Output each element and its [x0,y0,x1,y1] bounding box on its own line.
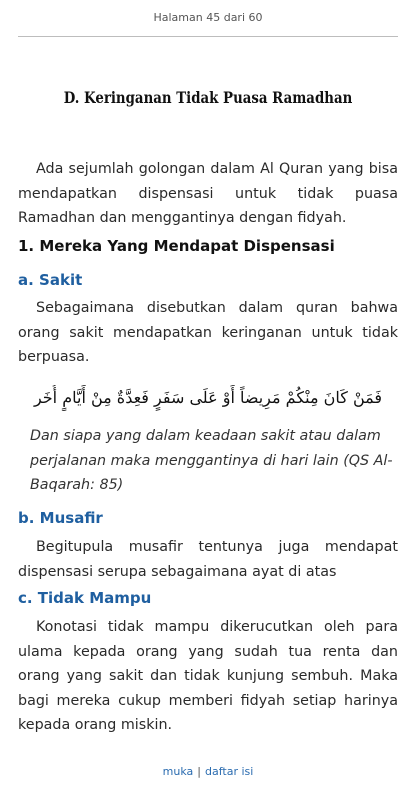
intro-paragraph: Ada sejumlah golongan dalam Al Quran yang bisa mendapatkan dispensasi untuk tidak puasa Ramadhan dan menggantinya dengan fidyah. [18,161,398,226]
page-number-label: Halaman 45 dari 60 [153,11,263,24]
subheading-musafir: b. Musafir [18,509,103,527]
musafir-paragraph: Begitupula musafir tentunya juga mendapat dispensasi serupa sebagaimana ayat di atas [18,539,398,580]
footer-nav [0,764,416,780]
table-of-contents-link[interactable]: daftar isi [205,765,254,778]
quran-verse-translation: Dan siapa yang dalam keadaan sakit atau dalam perjalanan maka menggantinya di hari lain (QS Al-Baqarah: 85) [30,428,393,493]
subheading-tidak-mampu: c. Tidak Mampu [18,589,152,607]
quran-verse-arabic: فَمَنْ كَانَ مِنْكُمْ مَرِيضاً أَوْ عَلَى سَفَرٍ فَعِدَّةٌ مِنْ أَيَّامٍ أُخَر [33,388,383,407]
tidak-mampu-paragraph: Konotasi tidak mampu dikerucutkan oleh para ulama kepada orang yang sudah tua renta dan orang yang sakit dan tidak kunjung sembuh. Maka bagi mereka cukup memberi fidyah setiap harinya kepada orang miskin. [18,619,398,733]
subheading-sakit: a. Sakit [18,271,83,289]
page-header [18,0,398,37]
chapter-title: D. Keringanan Tidak Puasa Ramadhan [63,88,353,107]
sakit-paragraph: Sebagaimana disebutkan dalam quran bahwa orang sakit mendapatkan keringanan untuk tidak berpuasa. [18,300,398,365]
section-heading-dispensasi: 1. Mereka Yang Mendapat Dispensasi [18,237,335,255]
home-link[interactable]: muka [162,765,194,778]
footer-separator: | [197,765,201,778]
